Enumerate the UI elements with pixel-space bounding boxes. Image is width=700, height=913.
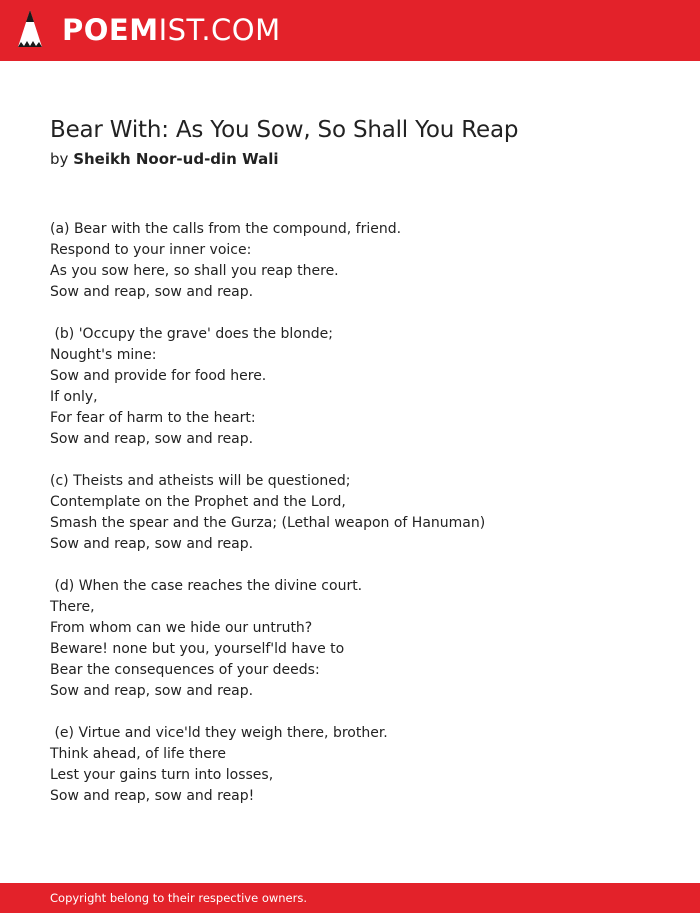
poem-line: Lest your gains turn into losses,: [50, 767, 274, 783]
site-logo[interactable]: [62, 13, 281, 47]
logo-light-text: IST.COM: [158, 13, 281, 47]
poem-stanza: [50, 723, 670, 807]
site-footer: [0, 883, 700, 913]
author-name: Sheikh Noor-ud-din Wali: [73, 150, 279, 168]
site-header: [0, 0, 700, 61]
poem-stanza: [50, 576, 670, 702]
poem-line: Bear the consequences of your deeds:: [50, 662, 320, 678]
poem-line: (b) 'Occupy the grave' does the blonde;: [50, 326, 333, 342]
poem-line: (a) Bear with the calls from the compound, friend.: [50, 221, 402, 237]
poem-line: As you sow here, so shall you reap there.: [50, 263, 339, 279]
poem-stanza: [50, 219, 670, 303]
poem-line: Sow and reap, sow and reap.: [50, 536, 254, 552]
poem-line: (c) Theists and atheists will be questioned;: [50, 473, 351, 489]
poem-line: Beware! none but you, yourself'ld have to: [50, 641, 345, 657]
poem-line: From whom can we hide our untruth?: [50, 620, 313, 636]
poem-stanza: [50, 471, 670, 555]
poem-line: Sow and reap, sow and reap.: [50, 431, 254, 447]
by-label: by: [50, 150, 69, 168]
poem-line: For fear of harm to the heart:: [50, 410, 256, 426]
poem-line: Sow and reap, sow and reap!: [50, 788, 255, 804]
poem-line: Sow and reap, sow and reap.: [50, 284, 254, 300]
poem-line: If only,: [50, 389, 98, 405]
poem-line: There,: [50, 599, 95, 615]
byline: [50, 150, 279, 168]
logo-bold-text: POEM: [62, 13, 159, 47]
poem-line: Nought's mine:: [50, 347, 157, 363]
poem-line: (d) When the case reaches the divine court.: [50, 578, 363, 594]
poem-line: Think ahead, of life there: [50, 746, 226, 762]
copyright-text: Copyright belong to their respective owners.: [50, 891, 308, 905]
poem-body: [50, 219, 670, 828]
poem-stanza: [50, 324, 670, 450]
poem-line: Sow and reap, sow and reap.: [50, 683, 254, 699]
poem-line: (e) Virtue and vice'ld they weigh there, brother.: [50, 725, 388, 741]
poem-line: Smash the spear and the Gurza; (Lethal weapon of Hanuman): [50, 515, 486, 531]
pencil-logo-icon[interactable]: [17, 9, 43, 51]
poem-line: Sow and provide for food here.: [50, 368, 267, 384]
poem-line: Respond to your inner voice:: [50, 242, 252, 258]
poem-line: Contemplate on the Prophet and the Lord,: [50, 494, 346, 510]
poem-title: Bear With: As You Sow, So Shall You Reap: [50, 117, 519, 143]
